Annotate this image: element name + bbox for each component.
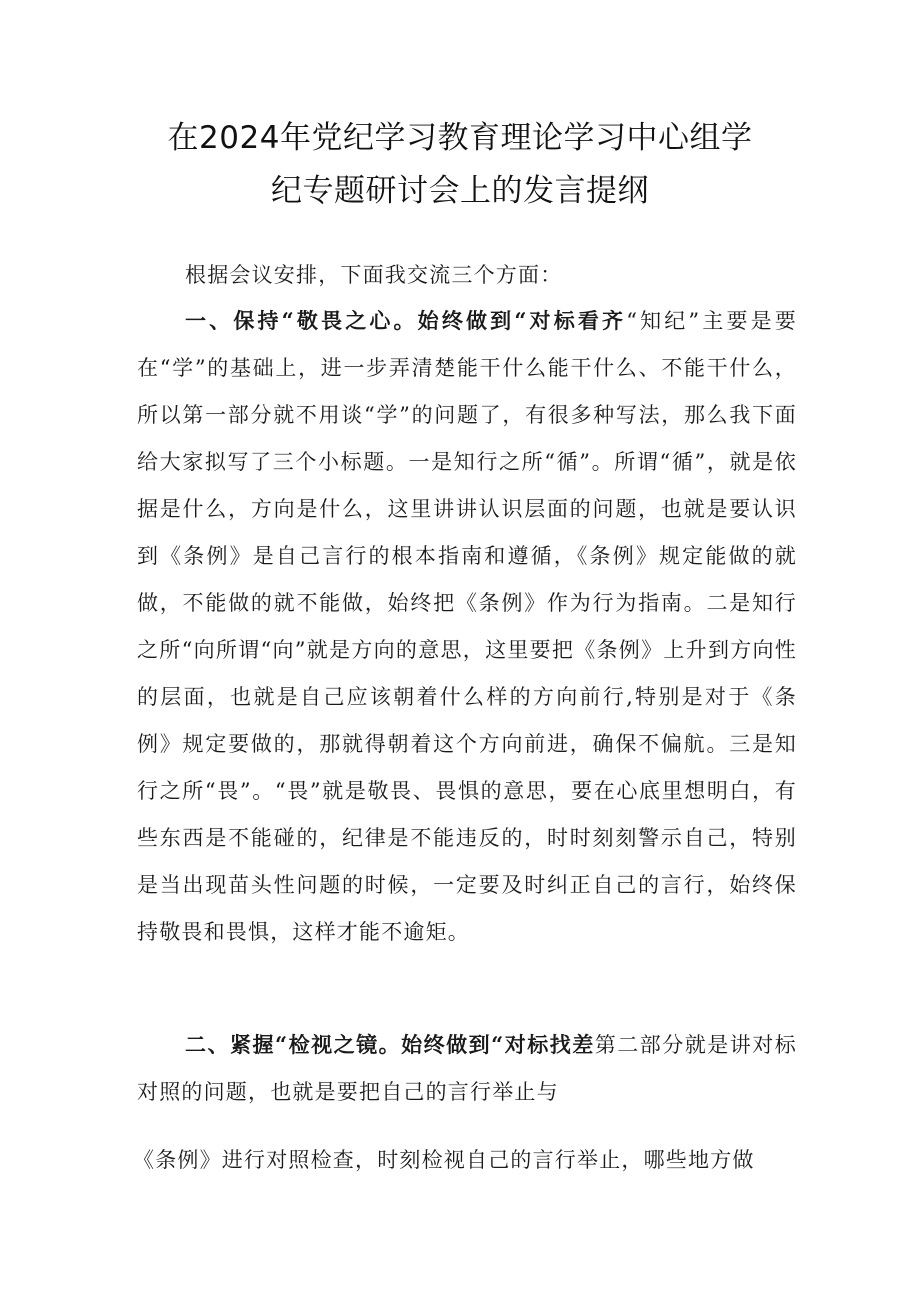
section-2-body: 第二部分就是讲对标对照的问题，也就是要把自己的言行举止与: [137, 1033, 797, 1104]
section-1-paragraph: [137, 297, 797, 956]
section-2-paragraph: [137, 1021, 797, 1116]
document-title-line-1: 在2024年党纪学习教育理论学习中心组学: [167, 120, 753, 156]
intro-text: 根据会议安排，下面我交流三个方面：: [185, 263, 563, 287]
section-2-heading: 二、紧握“检视之镜。始终做到“对标找差: [185, 1032, 595, 1057]
continuation-paragraph: [133, 1137, 797, 1184]
section-1-body: “知纪”主要是要在“学”的基础上，进一步弄清楚能干什么能干什么、不能干什么，所以第一部分就不用谈“学”的问题了，有很多种写法，那么我下面给大家拟写了三个小标题。一是知行之所“循”。所谓“循”，就是依据是什么，方向是什么，这里讲讲认识层面的问题，也就是要认识到《条例》是自己言行的根本指南和遵循，《条例》规定能做的就做，不能做的就不能做，始终把《条例》作为行为指南。二是知行之所“向所谓“向”就是方向的意思，这里要把《条例》上升到方向性的层面，也就是自己应该朝着什么样的方向前行,特别是对于《条例》规定要做的，那就得朝着这个方向前进，确保不偏航。三是知行之所“畏”。“畏”就是敬畏、畏惧的意思，要在心底里想明白，有些东西是不能碰的，纪律是不能违反的，时时刻刻警示自己，特别是当出现苗头性问题的时候，一定要及时纠正自己的言行，始终保持敬畏和畏惧，这样才能不逾矩。: [137, 309, 797, 944]
document-title-line-2: 纪专题研讨会上的发言提纲: [271, 173, 649, 209]
continuation-text: 《条例》进行对照检查，时刻检视自己的言行举止，哪些地方做: [133, 1148, 755, 1172]
intro-paragraph: [137, 252, 797, 299]
section-1-heading: 一、保持“敬畏之心。始终做到“对标看齐: [185, 308, 627, 333]
